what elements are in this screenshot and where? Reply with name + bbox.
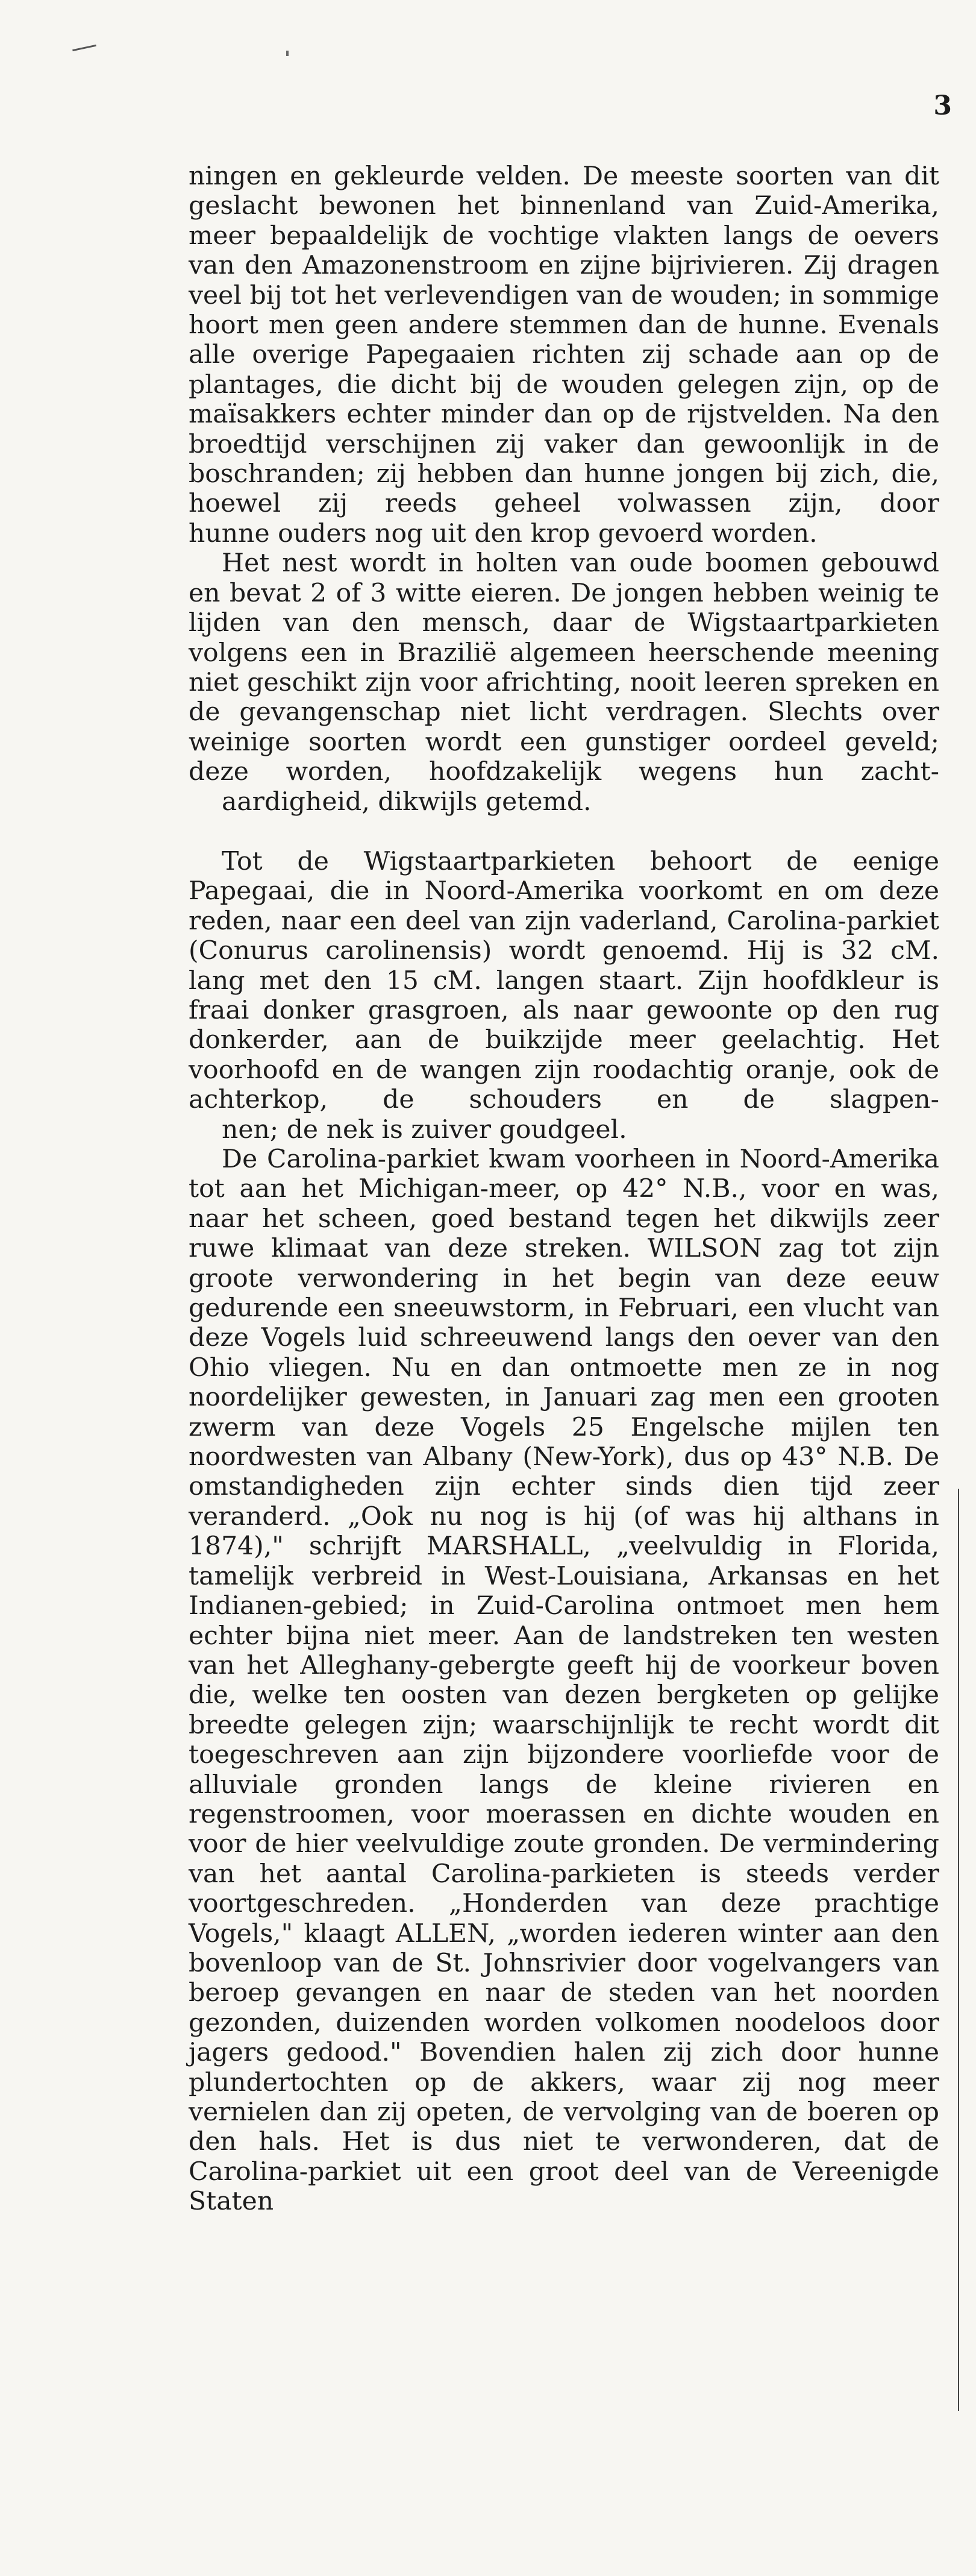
paragraph-4-body: De Carolina-parkiet kwam voorheen in Noord-Amerika tot aan het Michigan-meer, op 42° N.B., voor en was, naar het scheen, goed bestand tegen het dikwijls zeer ruwe klimaat van deze streken. WILSON zag tot zijn groote verwondering in het begin van deze eeuw gedurende een sneeuwstorm, in Februari, een vlucht van deze Vogels luid schreeuwend langs den oever van den Ohio vliegen. Nu en dan ontmoette men ze in nog noordelijker gewesten, in Januari zag men een grooten zwerm van deze Vogels 25 Engelsche mijlen ten noordwesten van Albany (New-York), dus op 43° N.B. De omstandigheden zijn echter sinds dien tijd zeer veranderd. „Ook nu nog is hij (of was hij althans in 1874)," schrijft MARSHALL, „veelvuldig in Florida, tamelijk verbreid in West-Louisiana, Arkansas en het Indianen-gebied; in Zuid-Carolina ontmoet men hem echter bijna niet meer. Aan de landstreken ten westen van het Alleghany-gebergte geeft hij de voorkeur boven die, welke ten oosten van dezen bergketen op gelijke breedte gelegen zijn; waarschijnlijk te recht wordt dit toegeschreven aan zijn bijzondere voorliefde voor de alluviale gronden langs de kleine rivieren en regenstroomen, voor moerassen en dichte wouden en voor de hier veelvuldige zoute gronden. De vermindering van het aantal Carolina-parkieten is steeds verder voortgeschreden. „Honderden van deze prachtige Vogels," klaagt ALLEN, „worden iederen winter aan den bovenloop van de St. Johnsrivier door vogelvangers van beroep gevangen en naar de steden van het noorden gezonden, duizenden worden volkomen noodeloos door jagers gedood." Bovendien halen zij zich door hunne plundertochten op de akkers, waar zij nog meer vernielen dan zij opeten, de vervolging van de boeren op den hals. Het is dus niet te verwonderen, dat de Carolina-parkiet uit een groot deel van de Vereenigde Staten [189, 1145, 939, 2217]
margin-rule [958, 1489, 959, 2411]
paragraph-2-body: Het nest wordt in holten van oude boomen gebouwd en bevat 2 of 3 witte eieren. De jongen hebben weinig te lijden van den mensch, daar de Wigstaartparkieten volgens een in Brazilië algemeen heerschende meening niet geschikt zijn voor africhting, nooit leeren spreken en de gevangenschap niet licht verdragen. Slechts over weinige soorten wordt een gunstiger oordeel geveld; deze worden, hoofdzakelijk wegens hun zacht- [189, 548, 939, 787]
paragraph-4 [189, 1145, 939, 2217]
paragraph-3-body: Tot de Wigstaartparkieten behoort de eenige Papegaai, die in Noord-Amerika voorkomt en om deze reden, naar een deel van zijn vaderland, Carolina-parkiet (Conurus carolinensis) wordt genoemd. Hij is 32 cM. lang met den 15 cM. langen staart. Zijn hoofdkleur is fraai donker grasgroen, als naar gewoonte op den rug donkerder, aan de buikzijde meer geelachtig. Het voorhoofd en de wangen zijn roodachtig oranje, ook de achterkop, de schouders en de slagpen- [189, 846, 939, 1115]
paragraph-2-last-line: aardigheid, dikwijls getemd. [222, 787, 592, 817]
paragraph-2 [189, 548, 939, 817]
paragraph-1-last-line: hunne ouders nog uit den krop gevoerd worden. [189, 518, 818, 548]
corner-dot-mark [286, 51, 289, 56]
page-number: 3 [933, 90, 952, 121]
section-gap [189, 817, 939, 847]
paragraph-1-body: ningen en gekleurde velden. De meeste soorten van dit geslacht bewonen het binnenland van Zuid-Amerika, meer bepaaldelijk de vochtige vlakten langs de oevers van den Amazonenstroom en zijne bijrivieren. Zij dragen veel bij tot het verlevendigen van de wouden; in sommige hoort men geen andere stemmen dan de hunne. Evenals alle overige Papegaaien richten zij schade aan op de plantages, die dicht bij de wouden gelegen zijn, op de maïsakkers echter minder dan op de rijstvelden. Na den broedtijd verschijnen zij vaker dan gewoonlijk in de boschranden; zij hebben dan hunne jongen bij zich, die, hoewel zij reeds geheel volwassen zijn, door [189, 162, 939, 519]
text-column [189, 162, 939, 2217]
paragraph-1 [189, 162, 939, 548]
corner-dash-mark [72, 45, 96, 51]
paragraph-3-last-line: nen; de nek is zuiver goudgeel. [222, 1114, 627, 1145]
paragraph-3 [189, 847, 939, 1145]
